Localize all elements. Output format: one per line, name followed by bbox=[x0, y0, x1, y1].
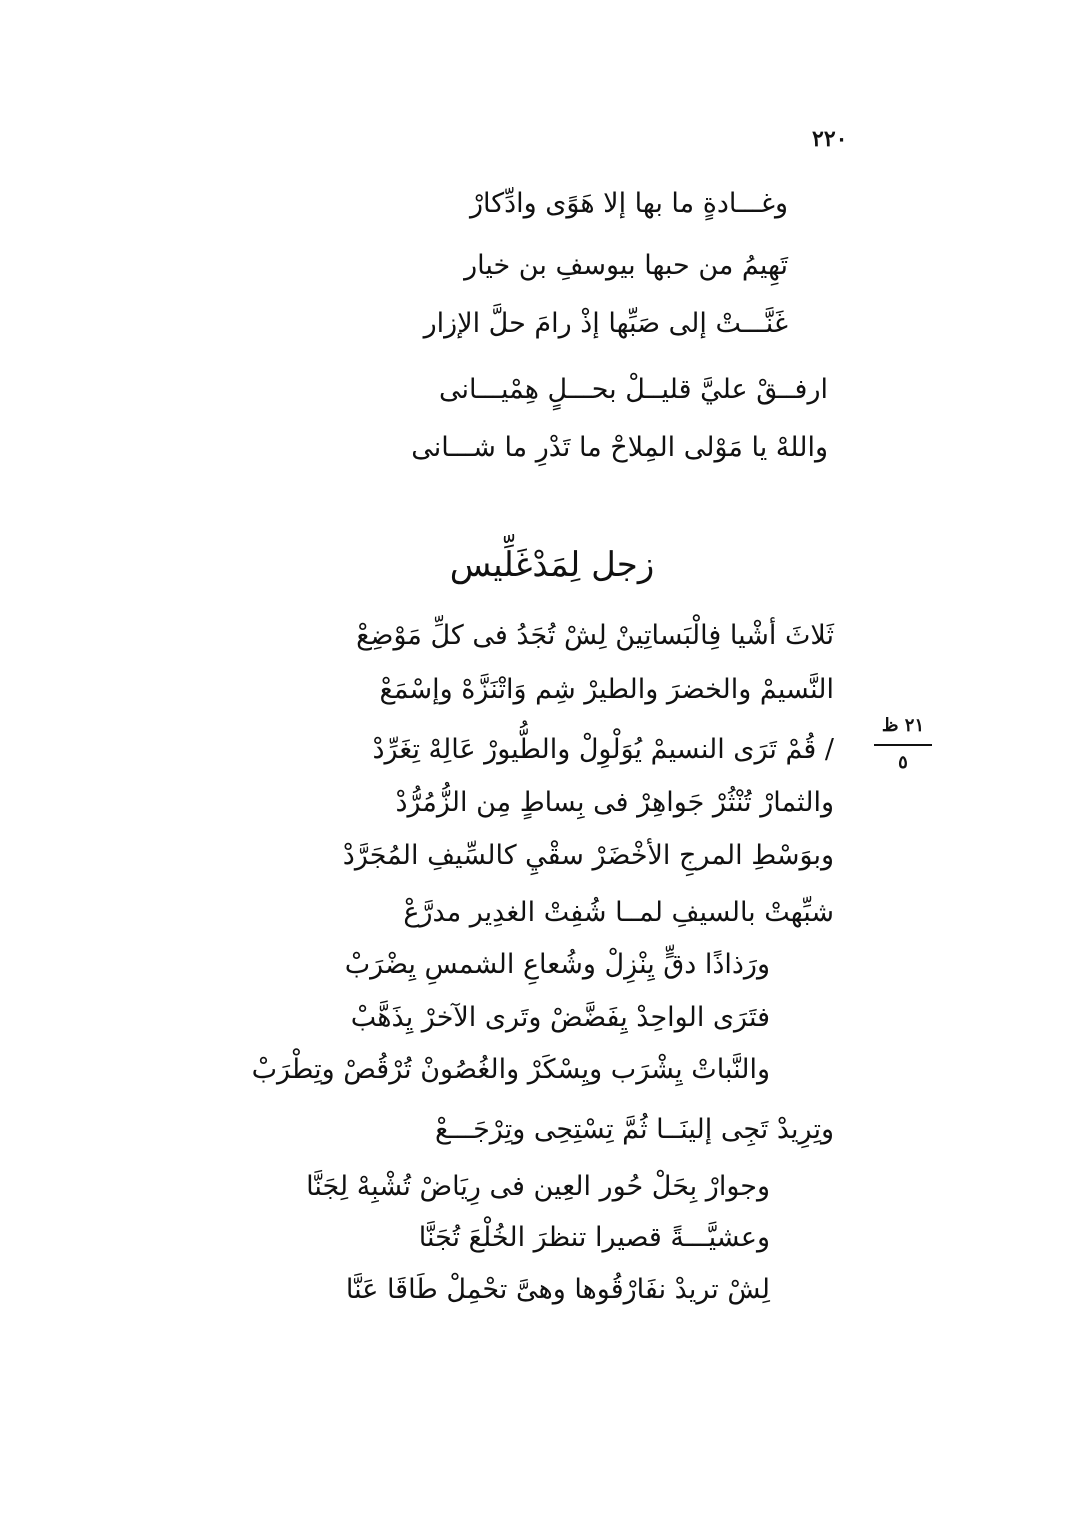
page-number: ٢٢٠ bbox=[812, 126, 848, 152]
stanza-line: ورَذاذًا دقٍّ يِنْزِلْ وشُعاعِ الشمسِ يِضْرَبْ bbox=[344, 949, 770, 980]
margin-note bbox=[872, 714, 934, 774]
stanza-line: وتِرِيدْ تَجِى إلينَــا ثُمَّ تِسْتِحِى وتِرْجَـــعْ bbox=[435, 1114, 834, 1145]
intro-verse-line: وغـــادةٍ ما بها إلا هَوًى وادِّكارْ bbox=[470, 188, 788, 219]
intro-verse-line: واللهْ يا مَوْلى المِلاحْ ما تَدْرِ ما شـــانى bbox=[411, 432, 828, 463]
stanza-line: وجوارْ بِحَلْ حُور العِين فى رِيَاضْ تُشْبِهْ لِجَنَّا bbox=[306, 1171, 770, 1202]
margin-note-folio: ٥ bbox=[898, 752, 908, 773]
margin-note-number: ٢١ ظ bbox=[881, 715, 925, 736]
stanza-line: لِشْ تريدْ نفَارْقُوها وهىَّ تحْمِلْ طَاقَا عَنَّا bbox=[345, 1274, 770, 1305]
stanza-line: والثمارْ تُنْثُرْ جَواهِرْ فى بِساطٍ مِن الزُّمُرُّدْ bbox=[395, 787, 834, 818]
stanza-line: ثَلاثَ أشْيا فِالْبَساتِينْ لِشْ تُجَدُ فى كلِّ مَوْضِعْ bbox=[356, 620, 834, 651]
stanza-line: والنَّباتْ يِشْرَب ويِسْكَرْ والغُصُونْ تُرْقُصْ وتِطْرَبْ bbox=[251, 1054, 770, 1085]
stanza-line: شبِّهتْ بالسيفِ لمــا شُفِتْ الغدِير مدرَّعْ bbox=[403, 897, 834, 928]
stanza-line: وعشيَّـــةً قصيرا تنظرَ الخُلْعَ تُجَنَّا bbox=[418, 1222, 770, 1253]
poem-title: زجل لِمَدْغَلِّيس bbox=[449, 545, 655, 585]
stanza-line: النَّسيمْ والخضرَ والطيرْ شِم وَاتْنَزَّهْ وإسْمَعْ bbox=[379, 674, 834, 705]
stanza-line: فتَرَى الواحِدْ يِفَضَّضْ وتَرى الآخرْ يِذَهَّبْ bbox=[350, 1002, 770, 1033]
intro-verse-line: ارفــقْ عليَّ قليــلْ بحـــلٍ هِمْيـــانى bbox=[438, 374, 828, 405]
stanza-inner bbox=[270, 0, 770, 1528]
intro-verse-line: تَهِيمُ من حبها بيوسفِ بن خيار bbox=[464, 250, 788, 281]
margin-note-rule bbox=[874, 744, 932, 746]
intro-verse-line: غَنَّـــتْ إلى صَبِّها إذْ رامَ حلَّ الإزار bbox=[423, 308, 788, 339]
stanza-line: / قُمْ تَرَى النسيمْ يُوَلْوِلْ والطُّيورْ عَالِهْ تِغَرِّدْ bbox=[372, 734, 834, 765]
stanza-line: وبوَسْطِ المرجِ الأخْضَرْ سقْيِ كالسِّيفِ المُجَرَّدْ bbox=[342, 840, 834, 871]
